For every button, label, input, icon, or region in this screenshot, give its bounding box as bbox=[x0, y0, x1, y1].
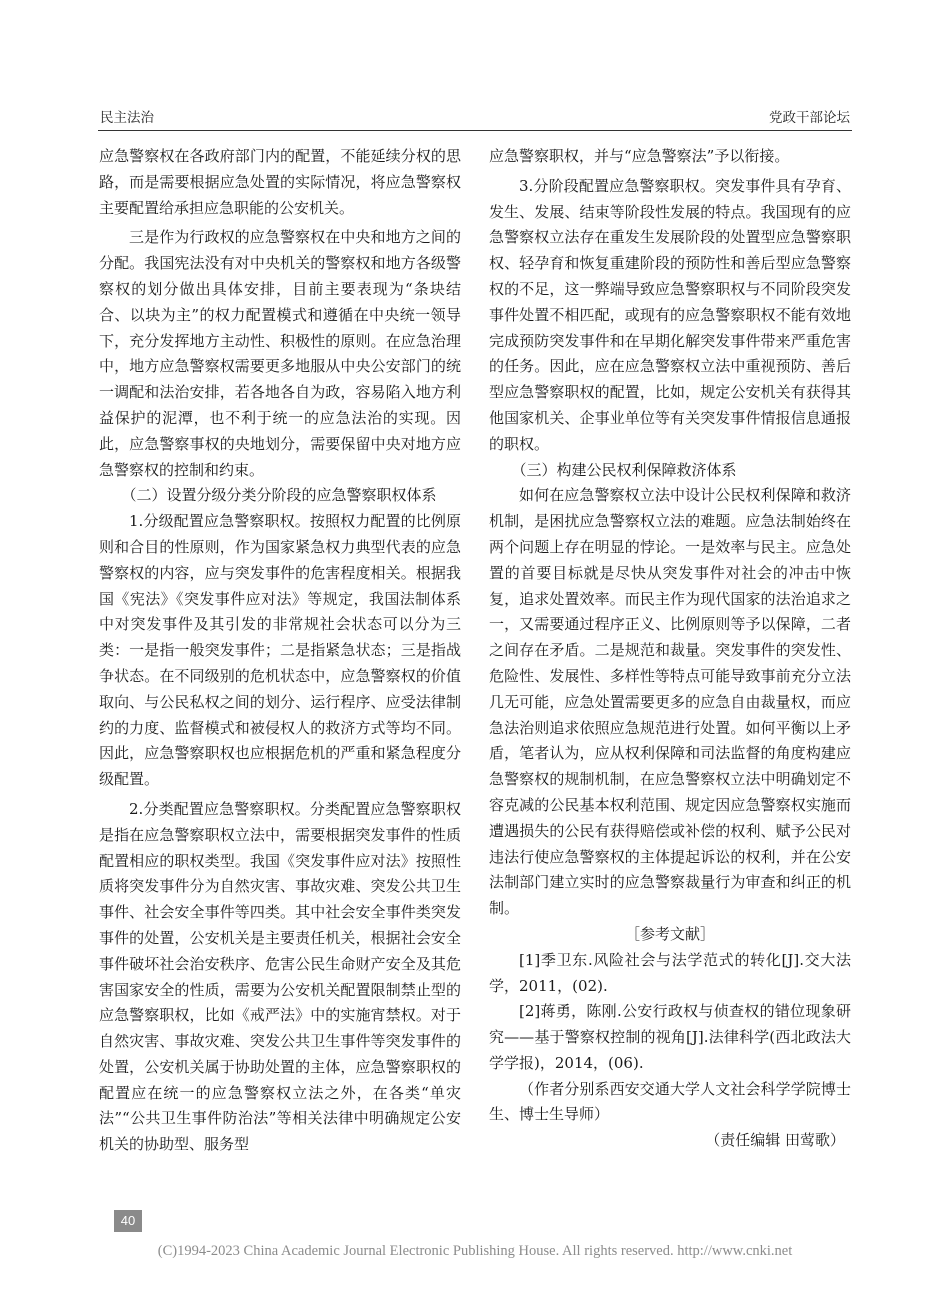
section-heading: （二）设置分级分类分阶段的应急警察职权体系 bbox=[121, 486, 437, 505]
reference-item: [1]季卫东.风险社会与法学范式的转化[J].交大法学，2011，(02). bbox=[489, 950, 851, 995]
header-rule bbox=[98, 130, 852, 131]
right-column bbox=[489, 144, 851, 1154]
paragraph: 应急警察权在各政府部门内的配置，不能延续分权的思路，而是需要根据应急处置的实际情况，将应急警察权主要配置给承担应急职能的公安机关。 bbox=[99, 147, 461, 217]
references-heading: ［参考文献］ bbox=[624, 924, 715, 943]
running-header-section: 民主法治 bbox=[100, 110, 154, 126]
paragraph: 2.分类配置应急警察职权。分类配置应急警察职权是指在应急警察职权立法中，需要根据突发事件的性质配置相应的职权类型。我国《突发事件应对法》按照性质将突发事件分为自然灾害、事故灾难、突发公共卫生事件、社会安全事件等四类。其中社会安全事件类突发事件的处置，公安机关是主要责任机关，根据社会安全事件破坏社会治安秩序、危害公民生命财产安全及其危害国家安全的性质，需要为公安机关配置限制禁止型的应急警察职权，比如《戒严法》中的实施宵禁权。对于自然灾害、事故灾难、突发公共卫生事件等突发事件的处置，公安机关属于协助处置的主体，应急警察职权的配置应在统一的应急警察权立法之外，在各类“单灾法”“公共卫生事件防治法”等相关法律中明确规定公安机关的协助型、服务型 bbox=[99, 799, 461, 1154]
paragraph: 如何在应急警察权立法中设计公民权利保障和救济机制，是困扰应急警察权立法的难题。应急法制始终在两个问题上存在明显的悖论。一是效率与民主。应急处置的首要目标就是尽快从突发事件对社会的冲击中恢复，追求处置效率。而民主作为现代国家的法治追求之一，又需要通过程序正义、比例原则等予以保障，二者之间存在矛盾。二是规范和裁量。突发事件的突发性、危险性、发展性、多样性等特点可能导致事前充分立法几无可能，应急处置需要更多的应急自由裁量权，而应急法治则追求依照应急规范进行处置。如何平衡以上矛盾，笔者认为，应从权利保障和司法监督的角度构建应急警察权的规制机制，在应急警察权立法中明确划定不容克减的公民基本权利范围、规定因应急警察权实施而遭遇损失的公民有获得赔偿或补偿的权利、赋予公民对违法行使应急警察权的主体提起诉讼的权利，并在公安法制部门建立实时的应急警察裁量行为审查和纠正的机制。 bbox=[489, 486, 851, 918]
author-note: （作者分别系西安交通大学人文社会科学学院博士生、博士生导师） bbox=[489, 1079, 851, 1124]
page-number: 40 bbox=[114, 1210, 142, 1232]
left-column bbox=[99, 144, 461, 1158]
running-header-journal: 党政干部论坛 bbox=[769, 110, 850, 126]
paragraph: 3.分阶段配置应急警察职权。突发事件具有孕育、发生、发展、结束等阶段性发展的特点。我国现有的应急警察权立法存在重发生发展阶段的处置型应急警察职权、轻孕育和恢复重建阶段的预防性和善后型应急警察权的不足，这一弊端导致应急警察职权与不同阶段突发事件处置不相匹配，或现有的应急警察职权不能有效地完成预防突发事件和在早期化解突发事件带来严重危害的任务。因此，应在应急警察权立法中重视预防、善后型应急警察职权的配置，比如，规定公安机关有获得其他国家机关、企事业单位等有关突发事件情报信息通报的职权。 bbox=[489, 176, 851, 453]
editor-note: （责任编辑 田莺歌） bbox=[705, 1131, 845, 1150]
paragraph: 1.分级配置应急警察职权。按照权力配置的比例原则和合目的性原则，作为国家紧急权力典型代表的应急警察权的内容，应与突发事件的危害程度相关。根据我国《宪法》《突发事件应对法》等规定，我国法制体系中对突发事件及其引发的非常规社会状态可以分为三类：一是指一般突发事件；二是指紧急状态；三是指战争状态。在不同级别的危机状态中，应急警察权的价值取向、与公民私权之间的划分、运行程序、应受法律制约的力度、监督模式和被侵权人的救济方式等均不同。因此，应急警察职权也应根据危机的严重和紧急程度分级配置。 bbox=[99, 512, 461, 789]
copyright-footer: (C)1994-2023 China Academic Journal Electronic Publishing House. All rights reserved. http://www.cnki.net bbox=[157, 1243, 793, 1259]
reference-item: [2]蒋勇，陈刚.公安行政权与侦查权的错位现象研究——基于警察权控制的视角[J].法律科学(西北政法大学学报)，2014，(06). bbox=[489, 1002, 851, 1072]
paragraph: 应急警察职权，并与“应急警察法”予以衔接。 bbox=[489, 147, 790, 165]
section-heading: （三）构建公民权利保障救济体系 bbox=[511, 460, 737, 479]
paragraph: 三是作为行政权的应急警察权在中央和地方之间的分配。我国宪法没有对中央机关的警察权和地方各级警察权的划分做出具体安排，目前主要表现为“条块结合、以块为主”的权力配置模式和遵循在中央统一领导下，充分发挥地方主动性、积极性的原则。在应急治理中，地方应急警察权需要更多地服从中央公安部门的统一调配和法治安排，若各地各自为政，容易陷入地方利益保护的泥潭，也不利于统一的应急法治的实现。因此，应急警察事权的央地划分，需要保留中央对地方应急警察权的控制和约束。 bbox=[99, 228, 461, 479]
